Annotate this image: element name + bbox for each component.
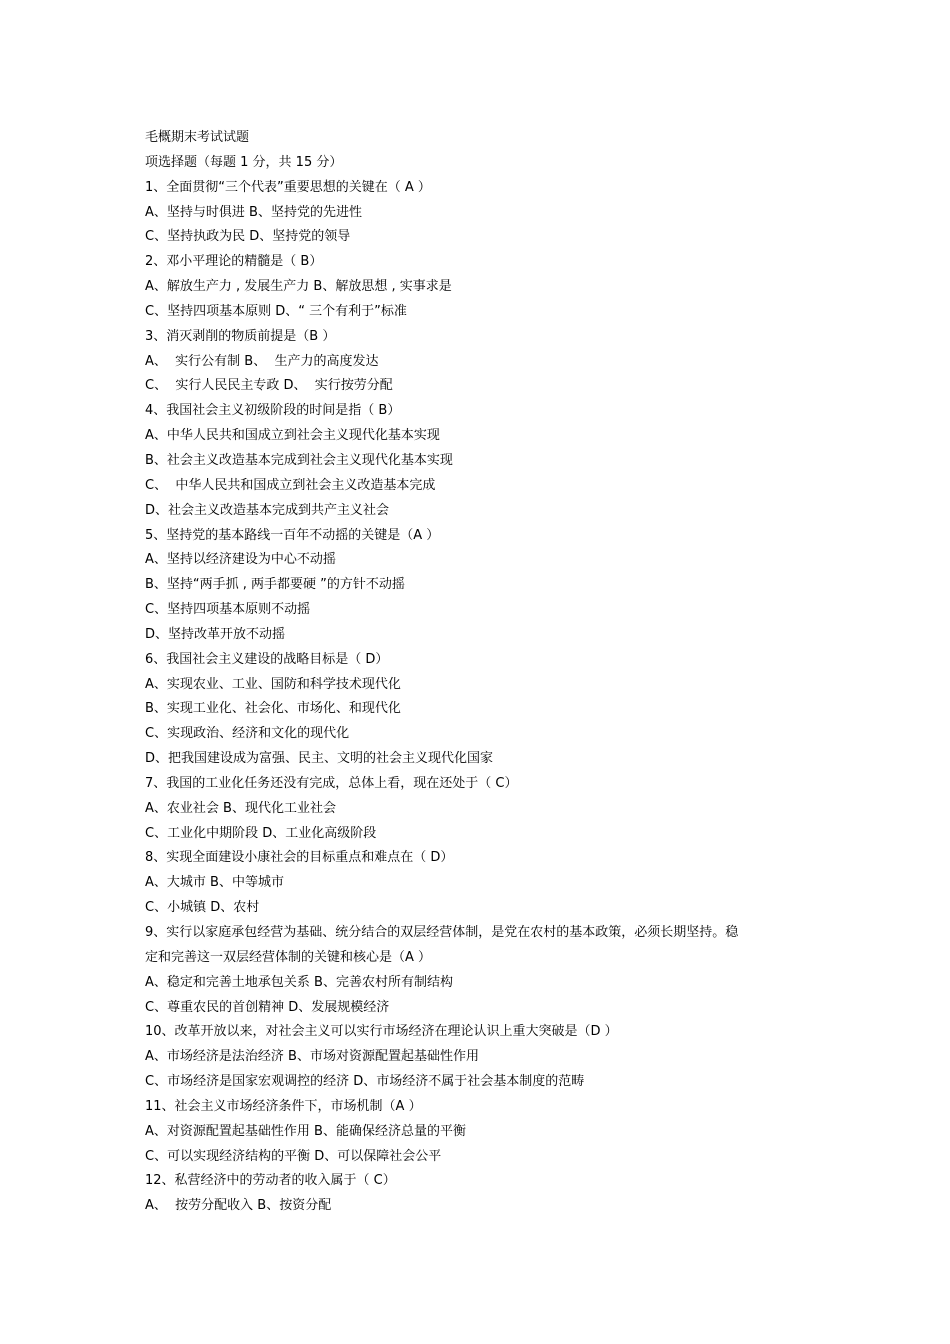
section-heading: 项选择题（每题 1 分，共 15 分）: [145, 154, 343, 170]
text-line: C、 实行人民民主专政 D、 实行按劳分配: [145, 378, 393, 394]
text-line: C、尊重农民的首创精神 D、发展规模经济: [145, 999, 390, 1015]
text-line: 10、改革开放以来，对社会主义可以实行市场经济在理论认识上重大突破是（D ）: [145, 1024, 618, 1040]
text-line: A、 按劳分配收入 B、按资分配: [145, 1198, 332, 1214]
text-line: D、坚持改革开放不动摇: [145, 626, 286, 642]
text-line: B、实现工业化、社会化、市场化、和现代化: [145, 701, 401, 717]
text-line: 6、我国社会主义建设的战略目标是（ D）: [145, 651, 389, 667]
text-line: 7、我国的工业化任务还没有完成，总体上看，现在还处于（ C）: [145, 775, 518, 791]
text-line: C、坚持执政为民 D、坚持党的领导: [145, 229, 351, 245]
text-line: C、市场经济是国家宏观调控的经济 D、市场经济不属于社会基本制度的范畴: [145, 1074, 585, 1090]
text-line: 2、邓小平理论的精髓是（ B）: [145, 254, 323, 270]
text-line: B、坚持“两手抓 , 两手都要硬 ”的方针不动摇: [145, 577, 405, 593]
text-line: C、坚持四项基本原则不动摇: [145, 602, 311, 618]
text-line: A、解放生产力 , 发展生产力 B、解放思想 , 实事求是: [145, 279, 452, 295]
text-line: A、坚持与时俱进 B、坚持党的先进性: [145, 204, 362, 220]
text-line: C、小城镇 D、农村: [145, 900, 260, 916]
text-line: A、实现农业、工业、国防和科学技术现代化: [145, 676, 401, 692]
text-line: C、坚持四项基本原则 D、“ 三个有利于”标准: [145, 303, 407, 319]
text-line: A、农业社会 B、现代化工业社会: [145, 800, 336, 816]
text-line: A、坚持以经济建设为中心不动摇: [145, 552, 336, 568]
text-line: C、实现政治、经济和文化的现代化: [145, 726, 350, 742]
document-title: 毛概期末考试试题: [145, 130, 250, 145]
text-line: 4、我国社会主义初级阶段的时间是指（ B）: [145, 403, 401, 419]
text-line: B、社会主义改造基本完成到社会主义现代化基本实现: [145, 452, 453, 468]
text-line: C、可以实现经济结构的平衡 D、可以保障社会公平: [145, 1148, 442, 1164]
text-line: D、把我国建设成为富强、民主、文明的社会主义现代化国家: [145, 751, 494, 767]
text-line: A、对资源配置起基础性作用 B、能确保经济总量的平衡: [145, 1123, 466, 1139]
text-line: C、 中华人民共和国成立到社会主义改造基本完成: [145, 477, 436, 493]
text-line: A、 实行公有制 B、 生产力的高度发达: [145, 353, 379, 369]
text-line: 8、实现全面建设小康社会的目标重点和难点在（ D）: [145, 850, 454, 866]
text-line: 1、全面贯彻“三个代表”重要思想的关键在（ A ）: [145, 179, 431, 195]
text-line: D、社会主义改造基本完成到共产主义社会: [145, 502, 390, 518]
text-line: 12、私营经济中的劳动者的收入属于（ C）: [145, 1173, 396, 1189]
text-line: A、大城市 B、中等城市: [145, 875, 284, 891]
text-line: A、稳定和完善土地承包关系 B、完善农村所有制结构: [145, 974, 453, 990]
text-line: 5、坚持党的基本路线一百年不动摇的关键是（A ）: [145, 527, 440, 543]
text-line: 11、社会主义市场经济条件下，市场机制（A ）: [145, 1098, 422, 1114]
question-9-line-1: 9、实行以家庭承包经营为基础、统分结合的双层经营体制，是党在农村的基本政策，必须长期坚持。稳: [145, 925, 739, 940]
text-line: A、中华人民共和国成立到社会主义现代化基本实现: [145, 428, 440, 444]
text-line: A、市场经济是法治经济 B、市场对资源配置起基础性作用: [145, 1049, 479, 1065]
text-line: C、工业化中期阶段 D、工业化高级阶段: [145, 825, 377, 841]
text-line: 3、消灭剥削的物质前提是（B ）: [145, 328, 336, 344]
question-9-line-2: 定和完善这一双层经营体制的关键和核心是（A ）: [145, 949, 432, 965]
document-body: [145, 126, 815, 1219]
